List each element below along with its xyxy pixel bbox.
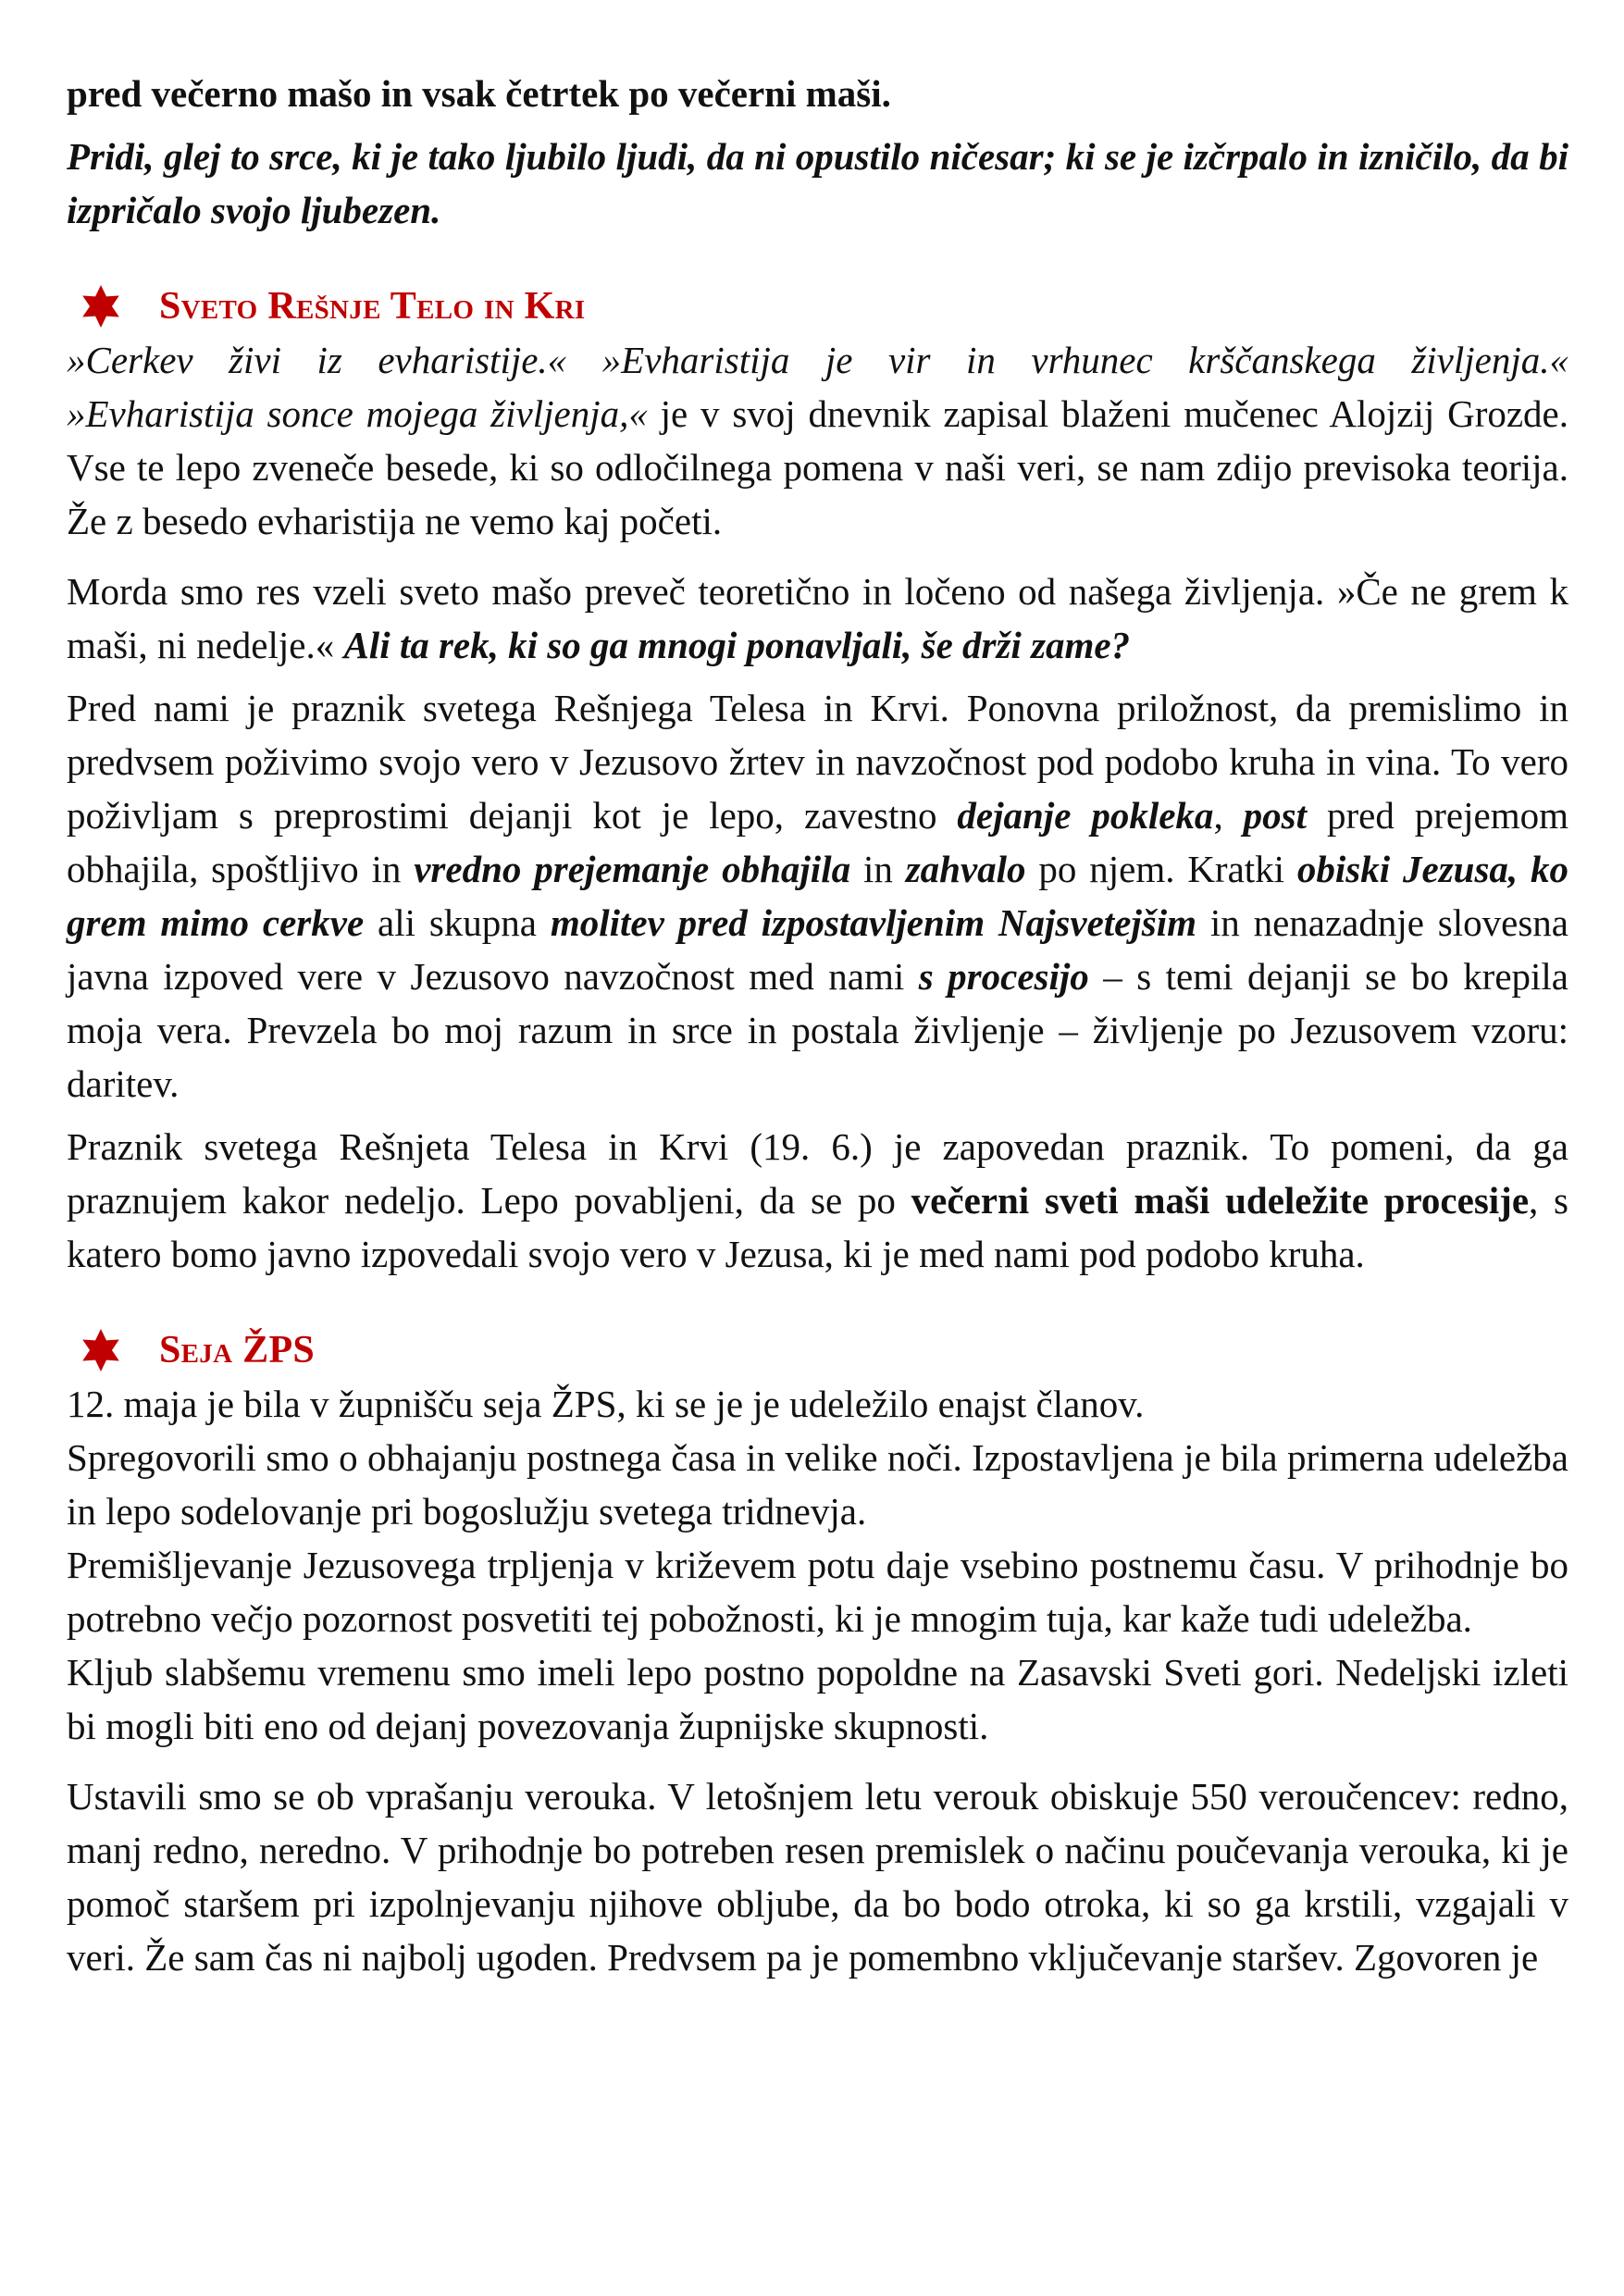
emphasis [343,624,1130,666]
praznik-paragraph [67,681,1568,1111]
text-run: dejanje pokleka [957,794,1214,837]
emphasis [906,848,1026,890]
text-run: pred prejemom obhajila, spoštljivo in [67,794,1568,890]
text-run: večerni sveti maši udeležite procesije [911,1179,1530,1222]
text-run: Ali ta rek, ki so ga mnogi ponavljali, še drži zame? [343,624,1131,666]
section-heading-seja-zps [67,1323,1568,1377]
text-run: Pridi, glej to srce, ki je tako ljubilo ljudi, da ni opustilo ničesar; ki se je izčrpalo in izničilo, da bi izpričalo svojo ljubezen. [67,135,1568,231]
text-run: Pred nami je praznik svetega Rešnjega Telesa in Krvi. Ponovna priložnost, da premislimo in predvsem poživimo svojo vero v Jezusovo žrtev in navzočnost pod podobo kruha in vina. To vero poživljam s preprostimi dejanji kot je lepo, zavestno [67,687,1568,837]
intro-quote [67,130,1568,237]
seja-paragraph-5: Ustavili smo se ob vprašanju verouka. V letošnjem letu verouk obiskuje 550 veroučencev: redno, manj redno, neredno. V prihodnje bo potreben resen premislek o načinu poučevanja verouka, ki je pomoč staršem pri izpolnjevanju njihove obljube, da bo bodo otroka, ki so ga krstili, vzgajali v veri. Že sam čas ni najbolj ugoden. Predvsem pa je pomembno vključevanje staršev. Zgovoren je [67,1775,1568,1979]
text-run: zahvalo [905,848,1026,890]
section-title: Seja ŽPS [159,1329,316,1371]
emphasis [67,135,1568,231]
text-run: pred večerno mašo in vsak četrtek po večerni maši. [67,72,891,115]
seja-paragraph-3: Premišljevanje Jezusovega trpljenja v križevem potu daje vsebino postnemu času. V prihodnje bo potrebno večjo pozornost posvetiti tej pobožnosti, ki je mnogim tuja, kar kaže tudi udeležba. [67,1544,1568,1640]
text-run: vredno prejemanje obhajila [414,848,851,890]
section-heading-resnje-telo [67,279,1568,333]
masa-paragraph [67,565,1568,672]
emphasis [414,848,850,890]
emphasis [551,901,1196,944]
procesija-paragraph [67,1120,1568,1281]
section-title: Sveto Rešnje Telo in Kri [159,285,586,328]
text-run: s procesijo [918,955,1089,998]
text-run: – s temi dejanji se bo krepila moja vera. Prevzela bo moj razum in srce in postala življenje – življenje po Jezusovem vzoru: daritev. [67,955,1568,1105]
emphasis [919,955,1089,998]
text-run: , [1213,794,1244,837]
text-run: »Evharistija sonce mojega življenja,« [67,392,648,435]
star-icon [80,1329,122,1371]
text-run: obiski Jezusa, ko grem mimo cerkve [67,848,1568,944]
text-run: »Cerkev živi iz evharistije.« »Evharistija je vir in vrhunec krščanskega življenja.« [67,339,1568,381]
text-run: ali skupna [364,901,551,944]
text-run: je v svoj dnevnik zapisal blaženi mučenec Alojzij Grozde. Vse te lepo zveneče besede, ki so odločilnega pomena v naši veri, se nam zdijo previsoka teorija. Že z besedo evharistija ne vemo kaj početi. [67,392,1568,542]
seja-paragraph-1: 12. maja je bila v župnišču seja ŽPS, ki se je je udeležilo enajst članov. [67,1383,1145,1425]
text-run: po njem. Kratki [1025,848,1297,890]
text-run: , s katero bomo javno izpovedali svojo vero v Jezusa, ki je med nami pod podobo kruha. [67,1179,1568,1275]
seja-paragraph-4: Kljub slabšemu vremenu smo imeli lepo postno popoldne na Zasavski Sveti gori. Nedeljski izleti bi mogli biti eno od dejanj povezovanja župnijske skupnosti. [67,1651,1568,1747]
text-run: in [850,848,906,890]
emphasis [957,794,1213,837]
evharistija-paragraph [67,333,1568,548]
emphasis [1244,794,1307,837]
text-run: Praznik svetega Rešnjeta Telesa in Krvi (19. 6.) je zapovedan praznik. To pomeni, da ga praznujem kakor nedeljo. Lepo povabljeni, da se po [67,1125,1568,1222]
intro-line [67,67,1568,120]
seja-paragraph-2: Spregovorili smo o obhajanju postnega časa in velike noči. Izpostavljena je bila primerna udeležba in lepo sodelovanje pri bogoslužju svetega tridnevja. [67,1436,1568,1533]
text-run: Morda smo res vzeli sveto mašo preveč teoretično in ločeno od našega življenja. »Če ne grem k maši, ni nedelje.« [67,570,1568,666]
text-run: molitev pred izpostavljenim Najsvetejšim [550,901,1196,944]
text-run: post [1243,794,1308,837]
star-icon [80,285,122,328]
text-run: in nenazadnje slovesna javna izpoved vere v Jezusovo navzočnost med nami [67,901,1568,998]
